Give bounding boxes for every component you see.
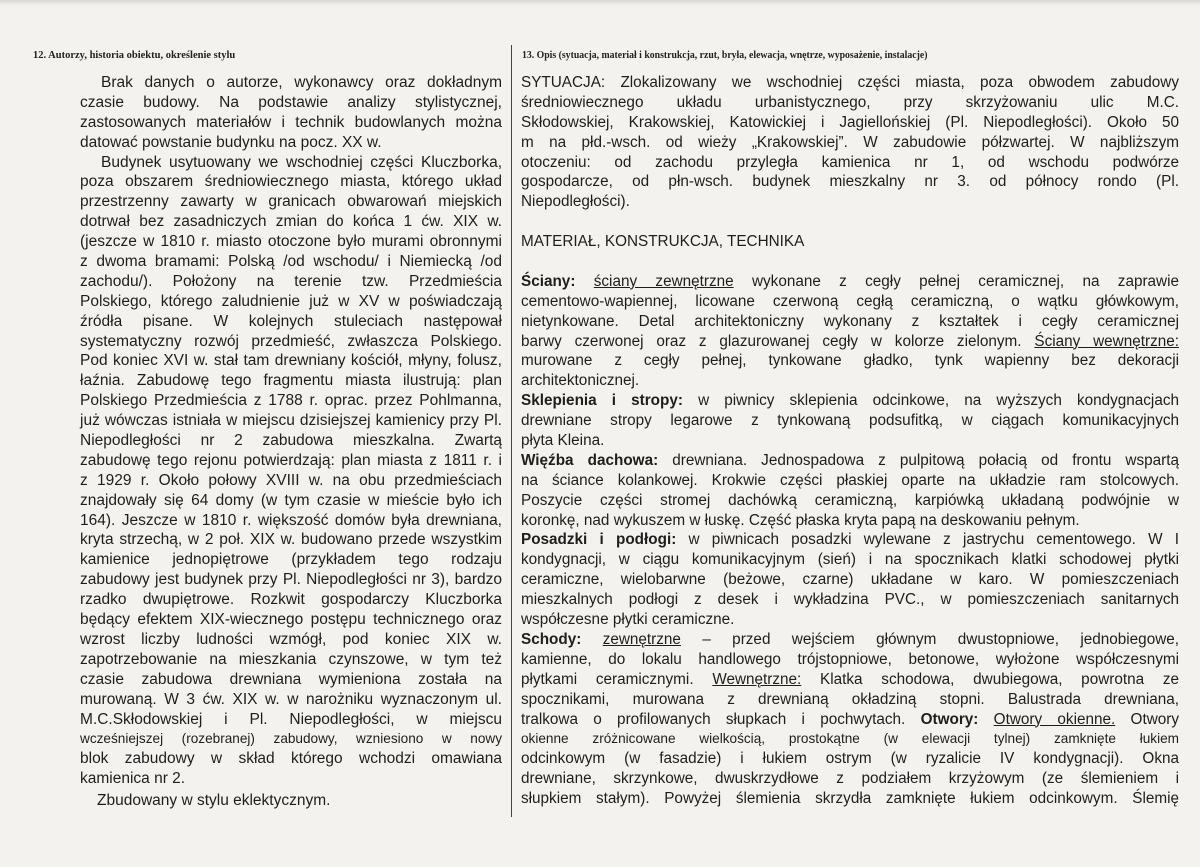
text-segment: Niepodległości). [521, 193, 630, 211]
text-segment: mieszkalnych podłogi z desek i wykładzina PVC., w pomieszczeniach sanitarnych [521, 591, 1179, 609]
text-line: już wówczas istniała w miejscu dzisiejszej kamienicy przy Pl. [80, 412, 502, 430]
text-segment: koronkę, nad wykuszem w łuskę. Część płaska kryta papą na deskowaniu pełnym. [521, 511, 1080, 529]
text-line: czasie zabudowa drewniana wymieniona została na [80, 670, 502, 688]
blank-line [521, 212, 1179, 232]
text-line [521, 610, 1179, 630]
text-segment: w piwnicy sklepienia odcinkowe, na wyższych kondygnacjach [682, 392, 1179, 410]
text-segment: na ściance kolankowej. Krokwie części płaskiej oparte na układzie ram stolcowych. [521, 471, 1179, 489]
text-line: Pod koniec XVI w. stał tam drewniany kościół, młyny, folusz, [80, 352, 502, 370]
column-divider [511, 45, 512, 817]
text-segment: drewniana. Jednospadowa z pulpitową połacią od frontu wspartą [658, 451, 1179, 469]
text-segment: słupkiem stałym). Powyżej ślemienia skrzydła zamknięte łukiem odcinkowym. Ślemię [521, 790, 1179, 808]
text-line [521, 93, 1179, 113]
text-line: poza obszarem średniowiecznego miasta, którego układ [80, 173, 502, 191]
text-line [521, 690, 1179, 710]
text-line: kamienica nr 2. [80, 770, 186, 788]
text-line [521, 630, 1179, 650]
text-line [521, 172, 1179, 192]
text-line [521, 729, 1179, 749]
scan-edge [0, 0, 1200, 6]
text-line [521, 670, 1179, 690]
subheading-label: zewnętrzne [602, 630, 681, 648]
text-segment [978, 711, 993, 728]
text-line [521, 232, 1179, 252]
text-segment: w piwnicach posadzki wylewane z jastrychu cementowego. W I [676, 531, 1180, 549]
text-segment [581, 631, 602, 648]
text-segment: średniowiecznego układu urbanistycznego, przy skrzyżowaniu ulic M.C. [521, 93, 1179, 111]
text-line: blok zabudowy w skład którego wchodzi omawiana [80, 750, 502, 768]
text-segment: kondygnacji, w ciągu komunikacyjnym (sień) i na spocznikach klatki schodowej płytki [521, 551, 1179, 569]
text-line: Zbudowany w stylu eklektycznym. [97, 792, 331, 810]
text-line [521, 272, 1179, 292]
text-segment: drewniane stropy legarowe z tynkowaną podsufitką, w ciągach komunikacyjnych [521, 412, 1179, 430]
text-line: zastosowanych materiałów i technik budowlanych można [80, 113, 502, 131]
text-segment [575, 273, 593, 290]
text-segment: odcinkowym (w fasadzie) i łukiem ostrym (w ryzalicie IV kondygnacji). Okna [521, 750, 1179, 768]
text-line: murowaną. W 3 ćw. XIX w. w narożniku wyznaczonym ul. [80, 690, 502, 708]
heading-label: Posadzki i podłogi: [521, 531, 677, 549]
history-text-column [80, 73, 502, 811]
text-line [521, 710, 1179, 730]
text-line [521, 650, 1179, 670]
text-line: dotrwał bez zasadniczych zmian do końca 1 ćw. XIX w. [80, 213, 502, 231]
text-line: zachodu/). Położony na terenie tzw. Przedmieścia [80, 272, 502, 290]
text-line [521, 292, 1179, 312]
text-line [521, 113, 1179, 133]
text-segment: – przed wejściem głównym dwustopniowe, jednobiegowe, [680, 630, 1180, 648]
text-line: rzadko dwupiętrowe. Rozkwit gospodarczy Kluczborka [80, 591, 502, 609]
text-line [521, 590, 1179, 610]
text-line [521, 391, 1179, 411]
text-segment: Klatka schodowa, dwubiegowa, powrotna ze [801, 670, 1179, 688]
text-line [521, 491, 1179, 511]
text-segment: płytkami ceramicznymi. [521, 670, 713, 688]
blank-line [521, 252, 1179, 272]
text-line [521, 451, 1179, 471]
text-line [521, 749, 1179, 769]
text-line: M.C.Skłodowskiej i Pl. Niepodległości, w miejscu [80, 710, 502, 728]
text-line: Brak danych o autorze, wykonawcy oraz dokładnym [101, 74, 502, 91]
text-line [521, 153, 1179, 173]
text-line: 164). Jeszcze w 1810 r. większość domów była drewniana, [80, 511, 502, 529]
text-line: znajdowały się 64 domy (w tym czasie w mieście było ich [80, 491, 502, 509]
section-12-header: 12. Autorzy, historia obiektu, określenie stylu [33, 50, 236, 61]
text-line [521, 431, 1179, 451]
text-line [521, 371, 1179, 391]
text-line: zapotrzebowanie na mieszkania czynszowe, w tym też [80, 650, 502, 668]
subheading-label: Ściany wewnętrzne: [1034, 332, 1179, 350]
text-line: (jeszcze w 1810 r. miasto otoczone było murami obronnymi [80, 233, 502, 251]
text-line: wcześniejszej (rozebranej) zabudowy, wzniesiono w nowy [80, 731, 502, 747]
heading-label: Schody: [521, 630, 582, 648]
text-line [521, 789, 1179, 809]
text-segment: Otwory [1115, 710, 1179, 728]
text-segment: murowane z cegły pełnej, tynkowane gładko, tynk wapienny bez dekoracji [521, 352, 1179, 370]
text-line [521, 312, 1179, 332]
text-line [521, 570, 1179, 590]
text-line [521, 511, 1179, 531]
text-line: z 1929 r. Około połowy XVIII w. na obu przedmieściach [80, 471, 502, 489]
text-segment: otoczeniu: od zachodu przyległa kamienica nr 1, od wschodu podwórze [521, 153, 1179, 171]
heading-label: Sklepienia i stropy: [521, 392, 683, 410]
text-line: zabudowę tego rejonu potwierdzają: plan miasta z 1811 r. i [80, 451, 502, 469]
subheading-label: Wewnętrzne: [712, 670, 802, 688]
text-line: z dwoma bramami: Polską /od wschodu/ i Niemiecką /od [80, 253, 502, 271]
text-line: Niepodległości nr 2 zabudowa mieszkalna. Zwartą [80, 432, 502, 450]
text-segment: Skłodowskiej, Krakowskiej, Katowickiej i Jagiellońskiej (Pl. Niepodległości). Około 50 [521, 113, 1179, 131]
text-segment: spocznikami, murowana z drewnianą okładziną stopni. Balustrada drewniana, [521, 690, 1179, 708]
text-line: źródła pisane. W kolejnych stuleciach następował [80, 312, 502, 330]
text-line: czasie budowy. Na podstawie analizy stylistycznej, [80, 93, 502, 111]
text-segment: m na płd.-wsch. od wieży „Krakowskiej”. W zabudowie półzwartej. W najbliższym [521, 133, 1179, 151]
text-segment: płyta Kleina. [521, 432, 605, 450]
text-segment: drewniane, skrzynkowe, dwuskrzydłowe z podziałem krzyżowym (ze ślemieniem i [521, 770, 1179, 788]
text-segment: architektonicznej. [521, 372, 640, 390]
text-segment: gospodarcze, od płn-wsch. budynek mieszkalny nr 3. od północy rondo (Pl. [521, 173, 1179, 191]
text-segment: okienne zróżnicowane wielkością, prostokątne (w elewacji tylnej) zamknięte łukiem [521, 731, 1179, 747]
text-line [521, 471, 1179, 491]
text-line [521, 411, 1179, 431]
text-line: Polskiego, którego zaludnienie już w XV w poświadczają [80, 292, 502, 310]
text-line: datować powstanie budynku na pocz. XX w. [80, 133, 382, 151]
text-line: łaźnia. Zabudowę tego fragmentu miasta ilustrują: plan [80, 372, 502, 390]
text-line: systematyczny rozwój przedmieść, zwłaszcza Polskiego. [80, 332, 502, 350]
text-segment: ceramiczne, wielobarwne (beżowe, czarne) układane w karo. W pomieszczeniach [521, 571, 1179, 589]
text-line [521, 332, 1179, 352]
text-segment: wykonane z cegły pełnej ceramicznej, na zaprawie [733, 272, 1180, 290]
text-line: Polskiego Przedmieścia z 1788 r. oprac. przez Pohlmanna, [80, 392, 502, 410]
text-line: kryta strzechą, w 2 poł. XIX w. budowano przede wszystkim [80, 531, 502, 549]
description-text-column [521, 73, 1179, 809]
text-segment: SYTUACJA: Zlokalizowany we wschodniej części miasta, poza obwodem zabudowy [521, 74, 1179, 91]
text-segment: cementowo-wapiennej, licowane czerwoną cegłą ceramiczną, o wątku główkowym, [521, 292, 1179, 310]
text-line: wzrost liczby ludności wzmógł, pod koniec XIX w. [80, 630, 502, 648]
text-line [521, 769, 1179, 789]
text-segment: współczesne płytki ceramiczne. [521, 611, 735, 629]
subheading-label: Otwory okienne. [993, 710, 1116, 728]
text-segment: tralkowa o profilowanych słupkach i pochwytach. [521, 710, 921, 728]
text-segment: nietynkowane. Detal architektoniczny wykonany z kształtek i cegły ceramicznej [521, 312, 1179, 330]
text-segment: Poszycie części stromej dachówką ceramiczną, karpiówką układaną podwójnie w [521, 491, 1179, 509]
text-line: Budynek usytuowany we wschodniej części Kluczborka, [101, 153, 502, 171]
text-line [521, 351, 1179, 371]
text-segment: barwy czerwonej oraz z glazurowanej cegły w kolorze zielonym. [521, 332, 1035, 350]
text-line [521, 73, 1179, 93]
heading-label: Otwory: [920, 710, 979, 728]
text-segment: MATERIAŁ, KONSTRUKCJA, TECHNIKA [521, 233, 805, 251]
heading-label: Więźba dachowa: [521, 451, 659, 469]
text-line [521, 133, 1179, 153]
text-segment: kamienne, do lokalu handlowego trójstopniowe, betonowe, wyłożone współczesnymi [521, 650, 1179, 668]
subheading-label: ściany zewnętrzne [593, 272, 734, 290]
text-line [521, 192, 1179, 212]
text-line: zabudowy jest budynek przy Pl. Niepodległości nr 3), bardzo [80, 571, 502, 589]
text-line: przestrzenny zawarty w granicach obwarowań miejskich [80, 193, 502, 211]
text-line [521, 550, 1179, 570]
text-line: będący efektem XIX-wiecznego postępu technicznego oraz [80, 611, 502, 629]
section-13-header: 13. Opis (sytuacja, materiał i konstrukcja, rzut, bryła, elewacja, wnętrze, wyposażenie, instalacje) [522, 50, 928, 61]
text-line [521, 530, 1179, 550]
text-line: kamienice jednopiętrowe (przykładem tego rodzaju [80, 551, 502, 569]
heading-label: Ściany: [521, 272, 576, 290]
